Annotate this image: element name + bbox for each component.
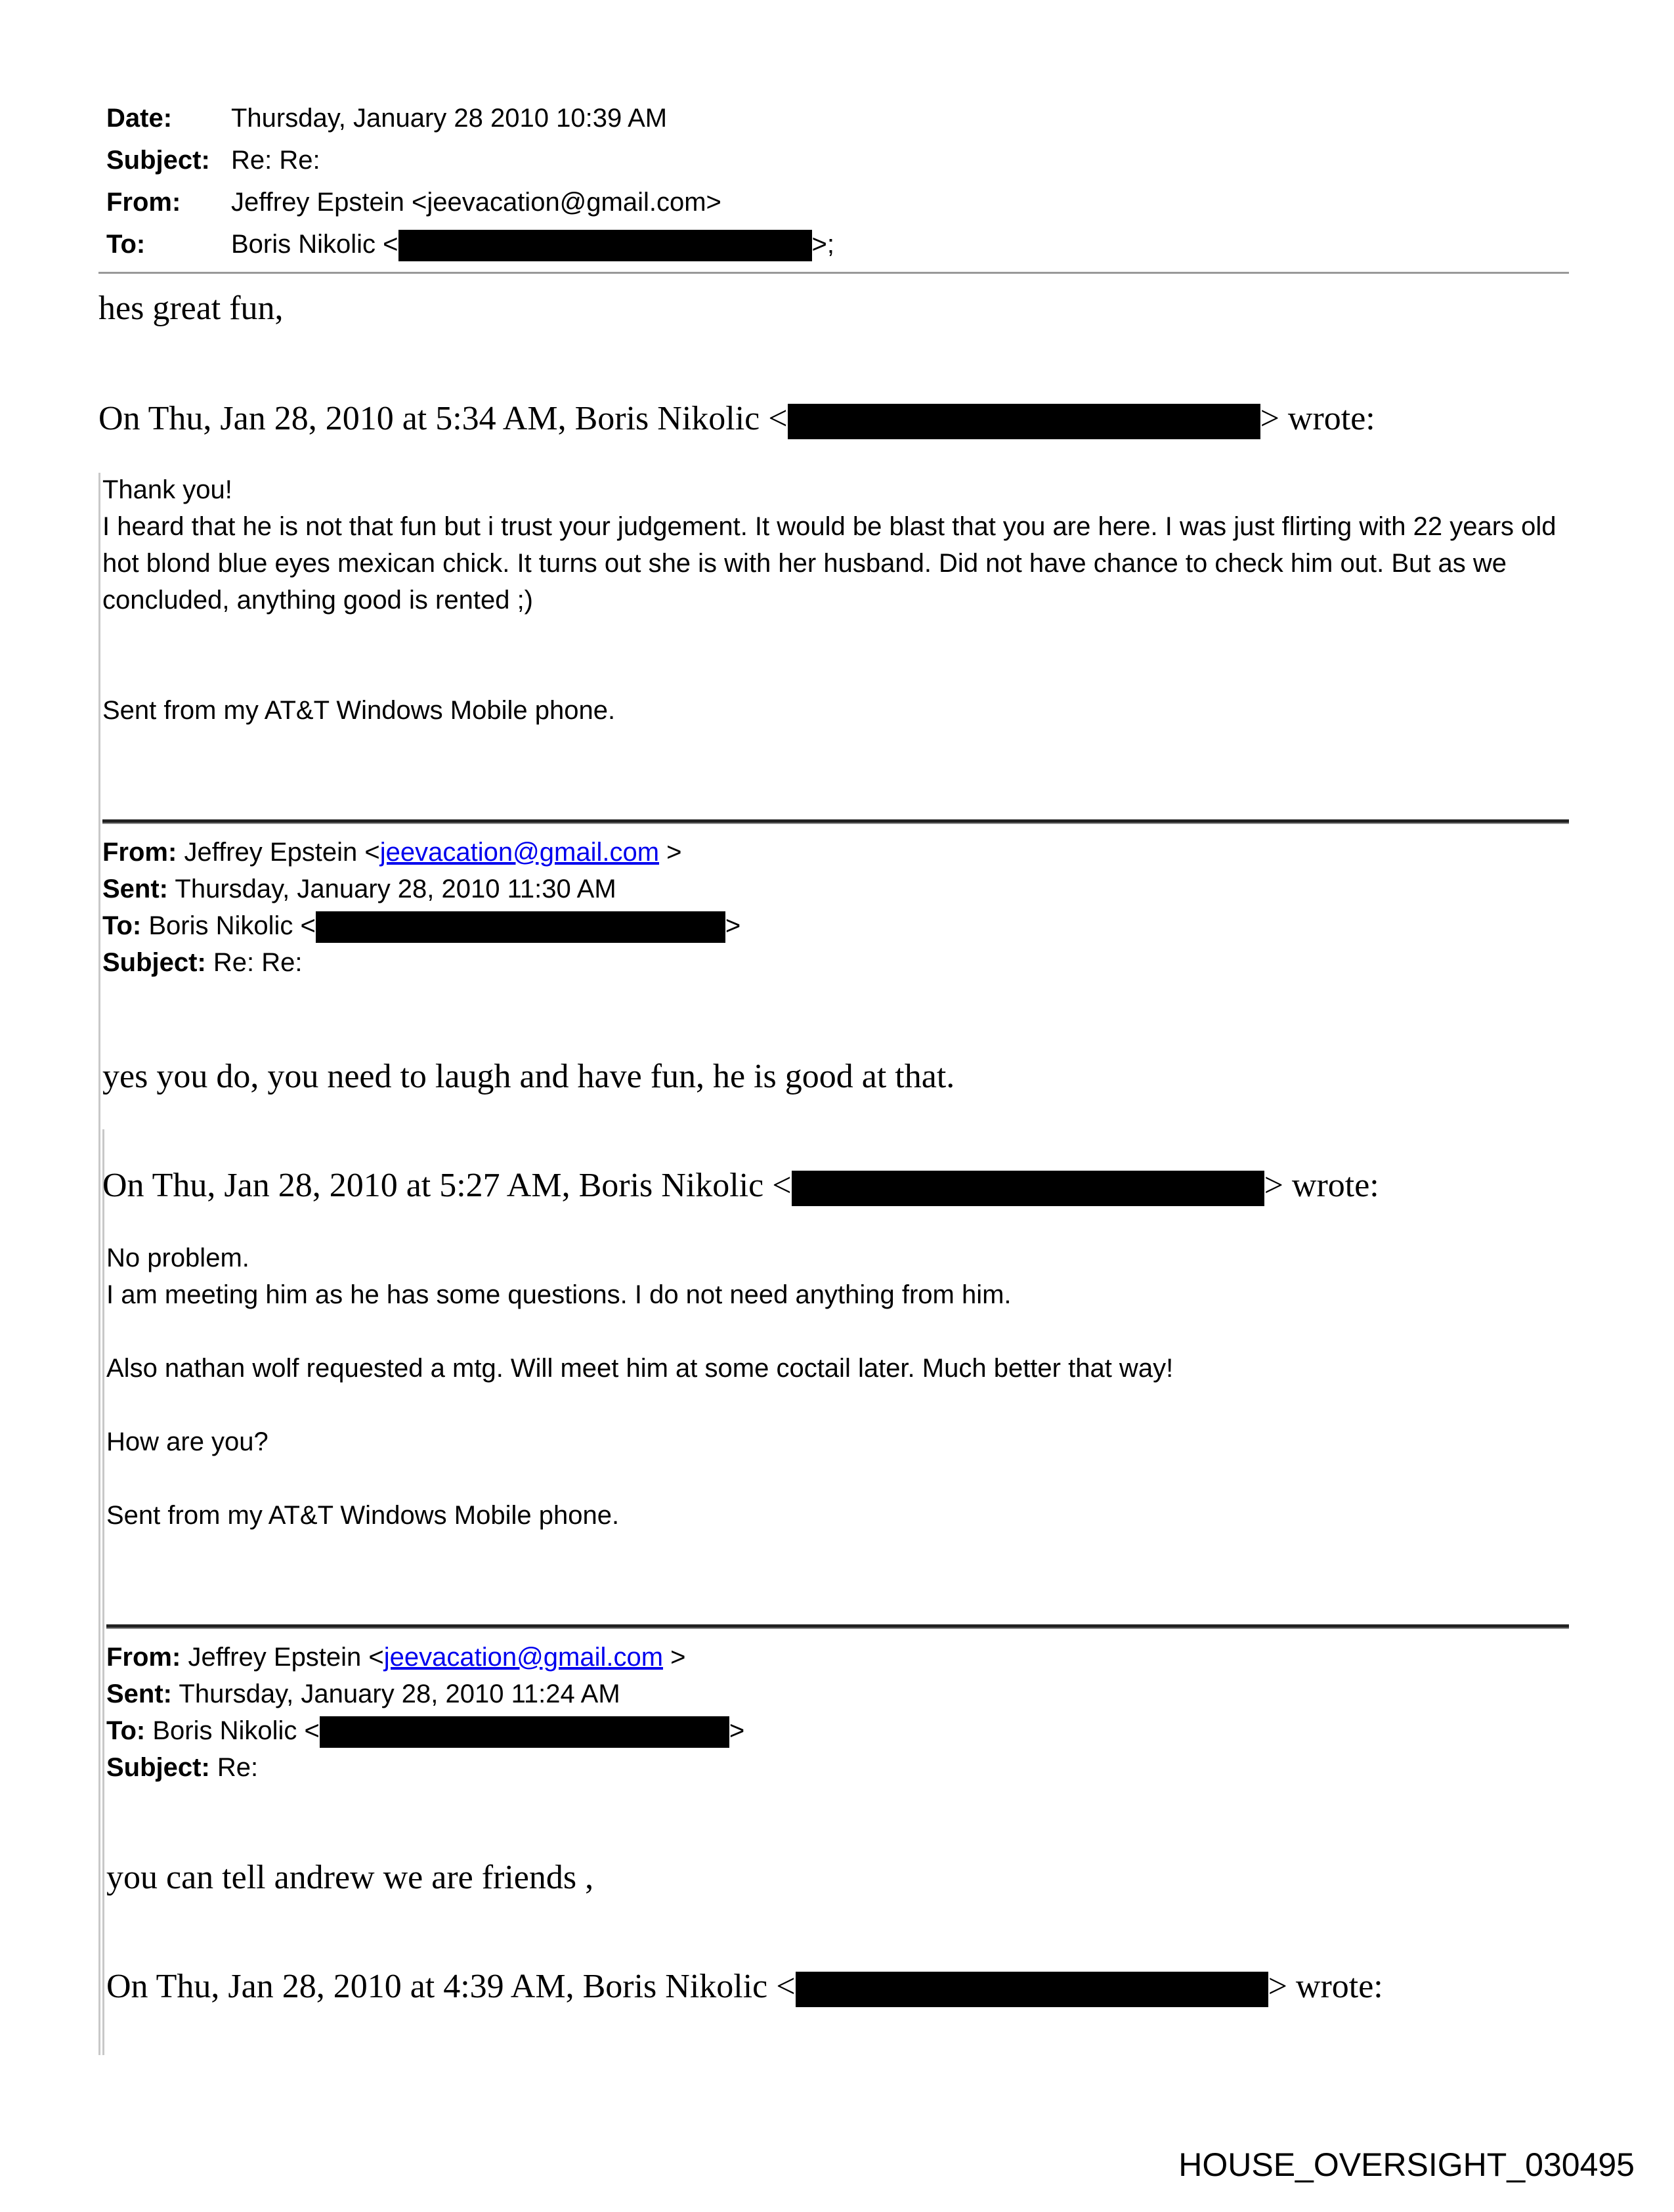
date-label: Date: <box>106 104 173 133</box>
quote-intro <box>102 1166 1379 1206</box>
bates-number: HOUSE_OVERSIGHT_030495 <box>1178 2146 1635 2183</box>
sent-label: Sent: <box>102 875 168 903</box>
to-name: Boris Nikolic < <box>231 230 398 259</box>
subject-label: Subject: <box>106 1753 210 1782</box>
to-value <box>231 228 834 261</box>
msg2-sent <box>102 875 616 904</box>
to-end: > <box>729 1716 745 1745</box>
msg3-subject <box>106 1753 258 1783</box>
header-divider <box>98 272 1569 274</box>
quote-intro-end: > wrote: <box>1264 1167 1379 1204</box>
msg2-from <box>102 838 682 867</box>
quote-intro-text: On Thu, Jan 28, 2010 at 4:39 AM, Boris Nikolic < <box>106 1968 796 2005</box>
from-label: From: <box>106 188 181 217</box>
msg2-subject <box>102 948 303 978</box>
msg3-from <box>106 1643 686 1672</box>
quote-line: No problem. <box>106 1244 249 1272</box>
msg3-to <box>106 1716 744 1748</box>
quote-intro <box>98 399 1375 439</box>
to-label: To: <box>106 230 146 259</box>
email-link[interactable]: jeevacation@gmail.com <box>379 838 660 867</box>
redaction-bar <box>788 404 1260 439</box>
quote-signature: Sent from my AT&T Windows Mobile phone. <box>106 1501 620 1530</box>
from-value: Jeffrey Epstein <jeevacation@gmail.com> <box>231 188 721 217</box>
email-link[interactable]: jeevacation@gmail.com <box>383 1643 664 1672</box>
to-name: Boris Nikolic < <box>152 1716 320 1745</box>
to-end: > <box>725 911 741 940</box>
to-label: To: <box>106 1716 146 1745</box>
subject-label: Subject: <box>106 146 210 175</box>
quote-bar <box>98 473 100 2055</box>
quote-line: I heard that he is not that fun but i trust your judgement. It would be blast that you are here. I was just flirting with 22 years old <box>102 512 1556 541</box>
msg3-sent <box>106 1680 620 1709</box>
reply-body: hes great fun, <box>98 290 284 327</box>
quote-bar <box>102 1129 104 2055</box>
sent-value: Thursday, January 28, 2010 11:24 AM <box>179 1680 620 1708</box>
quote-line: hot blond blue eyes mexican chick. It turns out she is with her husband. Did not have chance to check him out. But as we <box>102 549 1507 578</box>
redaction-bar <box>792 1171 1264 1206</box>
quote-intro-end: > wrote: <box>1268 1968 1383 2005</box>
to-end: >; <box>811 230 834 259</box>
from-label: From: <box>106 1643 181 1672</box>
quote-line: concluded, anything good is rented ;) <box>102 586 533 615</box>
quote-line: Also nathan wolf requested a mtg. Will meet him at some coctail later. Much better that way! <box>106 1354 1174 1383</box>
message-divider <box>102 819 1569 824</box>
quote-intro-text: On Thu, Jan 28, 2010 at 5:34 AM, Boris Nikolic < <box>98 400 788 437</box>
quote-intro <box>106 1967 1383 2007</box>
msg2-to <box>102 911 740 943</box>
redaction-bar <box>320 1716 729 1748</box>
from-name: Jeffrey Epstein < <box>184 838 380 867</box>
quote-line: Thank you! <box>102 475 232 504</box>
from-end: > <box>670 1643 686 1672</box>
quote-line: I am meeting him as he has some questions. I do not need anything from him. <box>106 1280 1012 1309</box>
subject-value: Re: <box>217 1753 259 1782</box>
to-name: Boris Nikolic < <box>148 911 316 940</box>
redaction-bar <box>316 911 725 943</box>
from-name: Jeffrey Epstein < <box>188 1643 384 1672</box>
to-label: To: <box>102 911 142 940</box>
subject-value: Re: Re: <box>213 948 303 977</box>
reply-body: you can tell andrew we are friends , <box>106 1859 594 1896</box>
from-end: > <box>666 838 682 867</box>
subject-value: Re: Re: <box>231 146 320 175</box>
redaction-bar <box>398 230 812 261</box>
quote-intro-text: On Thu, Jan 28, 2010 at 5:27 AM, Boris Nikolic < <box>102 1167 792 1204</box>
message-divider <box>106 1624 1569 1629</box>
quote-line: How are you? <box>106 1427 268 1456</box>
from-label: From: <box>102 838 177 867</box>
subject-label: Subject: <box>102 948 206 977</box>
quote-intro-end: > wrote: <box>1260 400 1375 437</box>
sent-value: Thursday, January 28, 2010 11:30 AM <box>175 875 616 903</box>
quote-signature: Sent from my AT&T Windows Mobile phone. <box>102 696 616 725</box>
redaction-bar <box>796 1972 1268 2007</box>
sent-label: Sent: <box>106 1680 172 1708</box>
reply-body: yes you do, you need to laugh and have fun, he is good at that. <box>102 1058 955 1095</box>
date-value: Thursday, January 28 2010 10:39 AM <box>231 104 668 133</box>
